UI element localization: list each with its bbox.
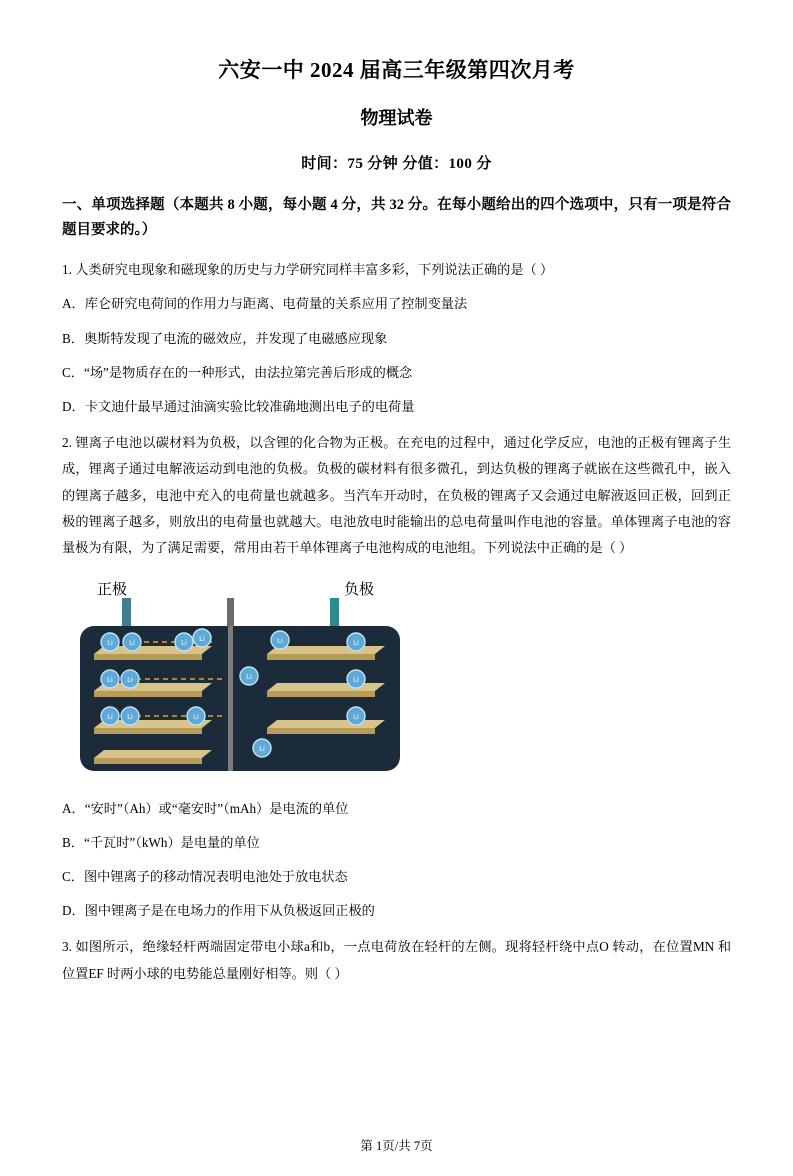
- question-2-option-c: C．图中锂离子的移动情况表明电池处于放电状态: [62, 868, 348, 884]
- question-2-number: 2.: [62, 434, 72, 450]
- svg-text:Li: Li: [277, 637, 283, 645]
- svg-text:Li: Li: [199, 635, 205, 643]
- svg-text:Li: Li: [127, 676, 133, 684]
- question-1-text: 人类研究电现象和磁现象的历史与力学研究同样丰富多彩，下列说法正确的是（ ）: [75, 261, 554, 277]
- question-1-number: 1.: [62, 261, 72, 277]
- svg-text:Li: Li: [107, 713, 113, 721]
- svg-text:Li: Li: [353, 676, 359, 684]
- positive-label: 正极: [97, 581, 128, 598]
- question-1-option-d: D．卡文迪什最早通过油滴实验比较准确地测出电子的电荷量: [62, 398, 415, 414]
- question-1-option-c: C．“场”是物质存在的一种形式，由法拉第完善后形成的概念: [62, 364, 413, 380]
- negative-label: 负极: [344, 581, 375, 598]
- lithium-battery-diagram: [72, 576, 442, 784]
- question-1-option-a: A．库仑研究电荷间的作用力与距离、电荷量的关系应用了控制变量法: [62, 296, 468, 312]
- negative-plates: [267, 646, 385, 734]
- svg-text:Li: Li: [193, 713, 199, 721]
- question-3-text: 如图所示，绝缘轻杆两端固定带电小球a和b，一点电荷放在轻杆的左侧。现将轻杆绕中点O 转动，在位置MN 和位置EF 时两小球的电势能总量刚好相等。则（ ）: [62, 939, 732, 981]
- question-1-stem: [62, 257, 731, 283]
- question-2-stem: [62, 430, 731, 562]
- question-1-option-b: B．奥斯特发现了电流的磁效应，并发现了电磁感应现象: [62, 330, 388, 346]
- page-title: 六安一中 2024 届高三年级第四次月考: [218, 58, 575, 82]
- svg-text:Li: Li: [127, 713, 133, 721]
- svg-text:Li: Li: [181, 639, 187, 647]
- svg-text:Li: Li: [259, 745, 265, 753]
- page-footer: 第 1页/共 7页: [360, 1139, 433, 1153]
- svg-text:Li: Li: [129, 639, 135, 647]
- question-2-figure: [62, 576, 731, 786]
- section-heading: 一、单项选择题（本题共 8 小题，每小题 4 分，共 32 分。在每小题给出的四个选项中，只有一项是符合题目要求的。）: [62, 197, 731, 239]
- question-3-number: 3.: [62, 939, 72, 955]
- page-subtitle: 物理试卷: [360, 108, 433, 128]
- separator-line: [228, 626, 233, 771]
- question-2-option-b: B．“千瓦时”（kWh）是电量的单位: [62, 834, 260, 850]
- exam-meta: 时间：75 分钟 分值：100 分: [301, 156, 492, 172]
- svg-text:Li: Li: [353, 713, 359, 721]
- question-2-text: 锂离子电池以碳材料为负极，以含锂的化合物为正极。在充电的过程中，通过化学反应，电池的正极有锂离子生成，锂离子通过电解液运动到电池的负极。负极的碳材料有很多微孔，到达负极的锂离子就嵌在这些微孔中，嵌入的锂离子越多，电池中充入的电荷量也就越多。当汽车开动时，在负极的锂离子又会通过电解液返回正极，回到正极的锂离子越多，则放出的电荷量也就越大。电池放电时能输出的总电荷量叫作电池的容量。单体锂离子电池的容量极为有限，为了满足需要，常用由若干单体锂离子电池构成的电池组。下列说法中正确的是（ ）: [62, 434, 732, 556]
- question-2-option-d: D．图中锂离子是在电场力的作用下从负极返回正极的: [62, 903, 375, 919]
- svg-text:Li: Li: [107, 676, 113, 684]
- svg-text:Li: Li: [246, 673, 252, 681]
- exam-page: [0, 54, 793, 1176]
- svg-text:Li: Li: [353, 639, 359, 647]
- question-3-stem: [62, 934, 731, 987]
- svg-text:Li: Li: [107, 639, 113, 647]
- question-2-option-a: A．“安时”（Ah）或“毫安时”（mAh）是电流的单位: [62, 800, 349, 816]
